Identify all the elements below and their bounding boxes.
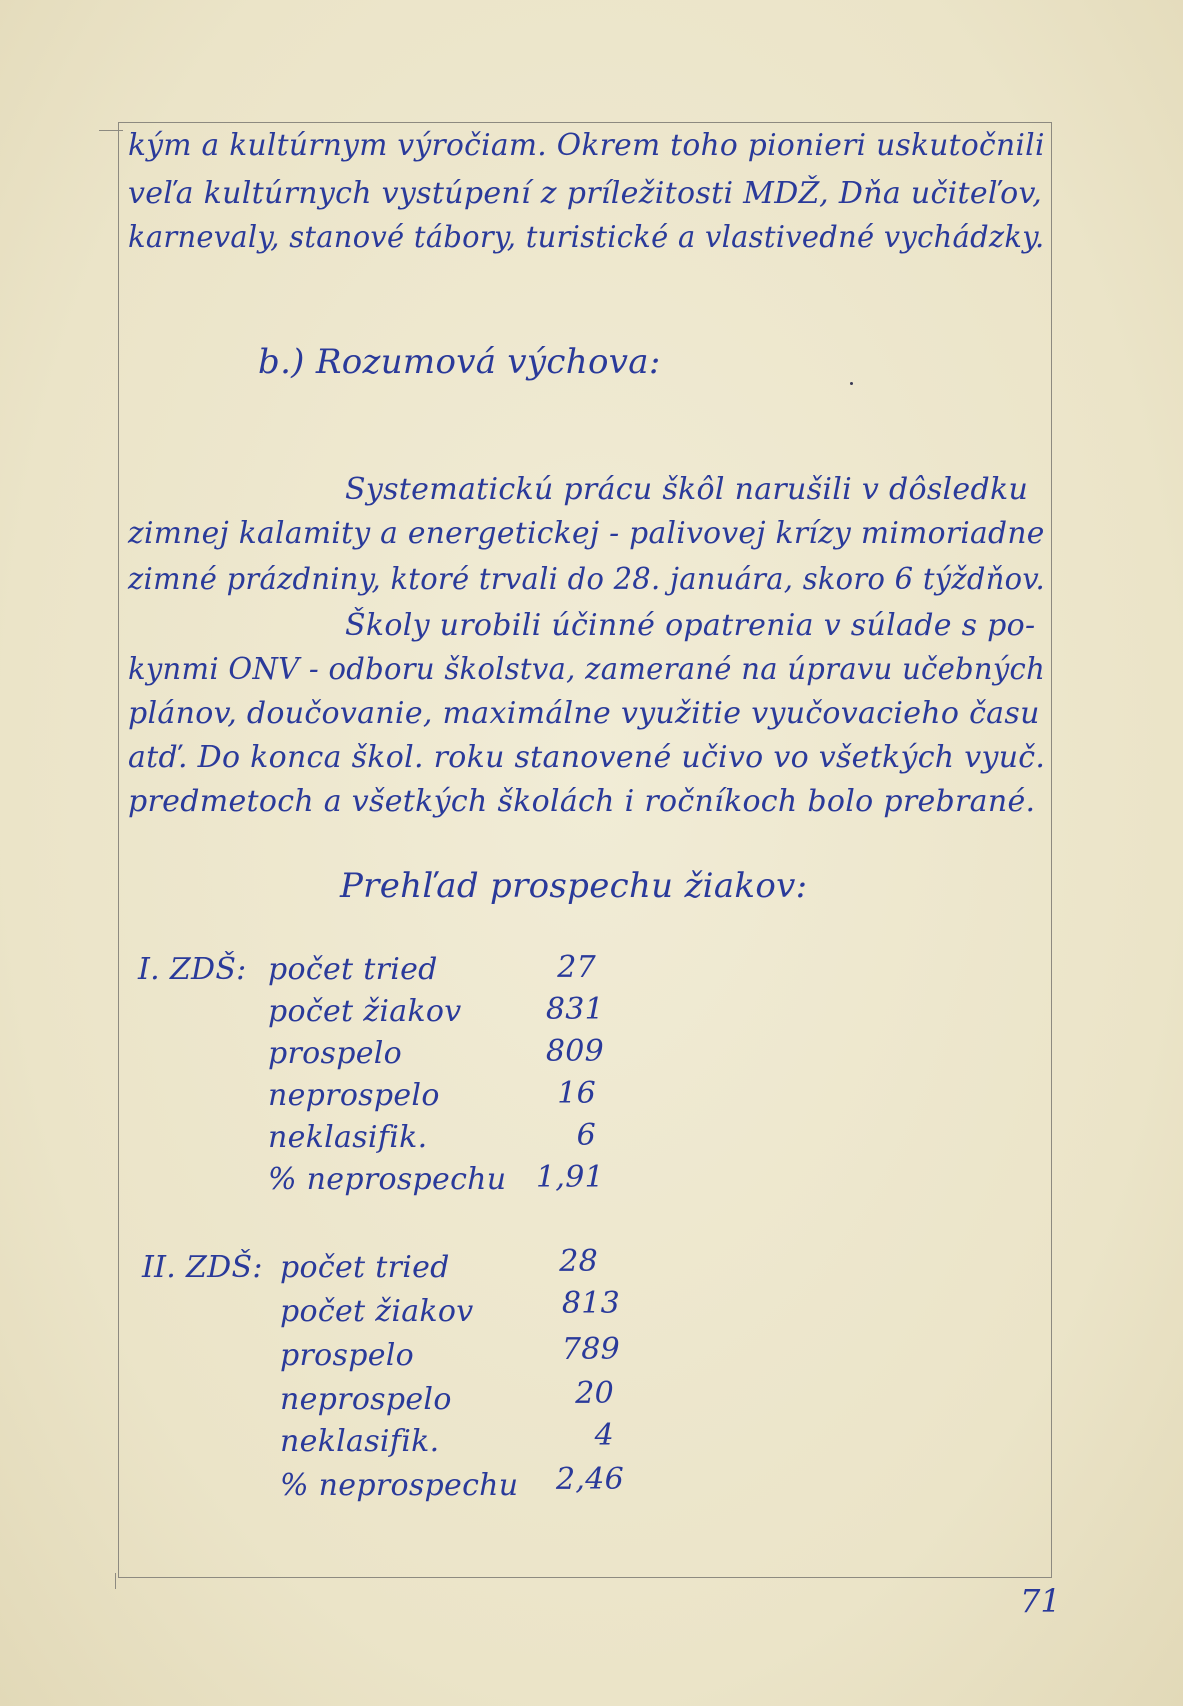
stat-label: prospelo xyxy=(280,1338,415,1373)
text-line: kým a kultúrnym výročiam. Okrem toho pionieri uskutočnili xyxy=(128,128,1045,163)
stat-label: neprospelo xyxy=(280,1382,452,1417)
school-name: I. ZDŠ: xyxy=(138,952,247,987)
text-line: predmetoch a všetkých školách i ročníkoch bolo prebrané. xyxy=(128,784,1036,819)
text-line: plánov, doučovanie, maximálne využitie vyučovacieho času xyxy=(128,696,1040,731)
stat-label: neprospelo xyxy=(268,1078,440,1113)
stat-value: 809 xyxy=(545,1034,604,1069)
stat-label: počet tried xyxy=(268,952,438,987)
overview-title: Prehľad prospechu žiakov: xyxy=(340,866,808,906)
page-number: 71 xyxy=(1020,1582,1061,1620)
stat-label: prospelo xyxy=(268,1036,403,1071)
stat-label: % neprospechu xyxy=(280,1468,519,1503)
section-heading: b.) Rozumová výchova: xyxy=(258,342,661,382)
frame-tick xyxy=(99,130,123,131)
text-line: Školy urobili účinné opatrenia v súlade s po- xyxy=(345,608,1036,643)
stat-value: 831 xyxy=(545,992,604,1027)
stat-label: % neprospechu xyxy=(268,1162,507,1197)
stat-label: neklasifik. xyxy=(280,1424,440,1459)
stat-value: 20 xyxy=(575,1376,614,1411)
stat-value: 27 xyxy=(557,950,596,985)
stat-value: 1,91 xyxy=(536,1160,604,1195)
stat-label: počet tried xyxy=(280,1250,450,1285)
stat-value: 6 xyxy=(576,1118,596,1153)
stat-value: 2,46 xyxy=(556,1462,624,1497)
stat-value: 28 xyxy=(559,1244,598,1279)
text-line: zimné prázdniny, ktoré trvali do 28. januára, skoro 6 týždňov. xyxy=(128,562,1046,597)
text-line: veľa kultúrnych vystúpení z príležitosti MDŽ, Dňa učiteľov, xyxy=(128,176,1043,211)
school-name: II. ZDŠ: xyxy=(142,1250,263,1285)
frame-tick-bottom xyxy=(115,1573,116,1589)
text-line: Systematickú prácu škôl narušili v dôsledku xyxy=(345,472,1029,507)
stat-label: neklasifik. xyxy=(268,1120,428,1155)
text-line: karnevaly, stanové tábory, turistické a vlastivedné vychádzky. xyxy=(128,220,1045,255)
stat-value: 4 xyxy=(594,1418,614,1453)
stat-value: 813 xyxy=(561,1286,620,1321)
stat-label: počet žiakov xyxy=(268,994,462,1029)
text-line: zimnej kalamity a energetickej - palivovej krízy mimoriadne xyxy=(128,516,1045,551)
stat-label: počet žiakov xyxy=(280,1294,474,1329)
stat-value: 789 xyxy=(561,1332,620,1367)
text-line: kynmi ONV - odboru školstva, zamerané na úpravu učebných xyxy=(128,652,1046,687)
stat-value: 16 xyxy=(557,1076,596,1111)
ink-dot xyxy=(850,382,853,385)
text-line: atď. Do konca škol. roku stanovené učivo vo všetkých vyuč. xyxy=(128,740,1046,775)
